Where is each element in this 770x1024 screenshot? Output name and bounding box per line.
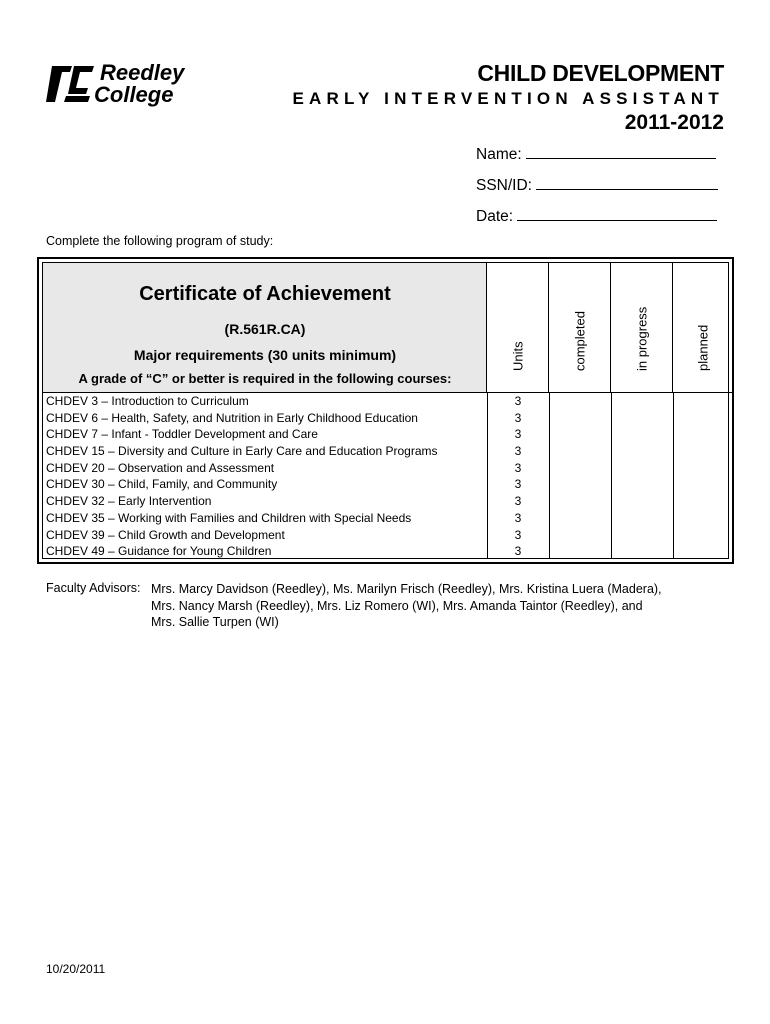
course-name: CHDEV 15 – Diversity and Culture in Early Care and Education Programs — [46, 444, 438, 459]
date-line[interactable] — [517, 206, 717, 221]
logo-mark-icon — [44, 58, 234, 108]
ssn-line[interactable] — [536, 175, 718, 190]
grade-note: A grade of “C” or better is required in the following courses: — [78, 371, 452, 386]
name-label: Name: — [476, 146, 522, 163]
column-completed: completed — [549, 263, 611, 393]
advisors-line: Mrs. Sallie Turpen (WI) — [151, 615, 279, 629]
academic-year: 2011-2012 — [624, 111, 724, 134]
table-row — [43, 510, 728, 527]
course-name: CHDEV 32 – Early Intervention — [46, 494, 212, 509]
major-requirements: Major requirements (30 units minimum) — [133, 347, 397, 363]
course-units: 3 — [514, 494, 522, 509]
footer-date: 10/20/2011 — [46, 962, 106, 976]
program-table — [37, 257, 734, 564]
date-field[interactable] — [476, 206, 717, 226]
course-list — [43, 393, 728, 560]
course-name: CHDEV 6 – Health, Safety, and Nutrition in Early Childhood Education — [46, 410, 418, 425]
table-row — [43, 410, 728, 427]
certificate-code: (R.561R.CA) — [224, 321, 306, 337]
table-row — [43, 476, 728, 493]
course-name: CHDEV 7 – Infant - Toddler Development and Care — [46, 427, 318, 442]
name-field[interactable] — [476, 144, 716, 164]
table-row — [43, 443, 728, 460]
page-title: CHILD DEVELOPMENT — [477, 60, 724, 86]
course-name: CHDEV 3 – Introduction to Curriculum — [46, 394, 249, 408]
instruction-text: Complete the following program of study: — [46, 234, 274, 248]
certificate-header — [43, 263, 487, 393]
certificate-title: Certificate of Achievement — [139, 283, 391, 305]
table-row — [43, 393, 728, 410]
date-label: Date: — [476, 208, 514, 225]
svg-text:Reedley: Reedley — [100, 60, 185, 85]
table-row — [43, 426, 728, 443]
advisors-line: Mrs. Marcy Davidson (Reedley), Ms. Marilyn Frisch (Reedley), Mrs. Kristina Luera (Madera), — [151, 582, 662, 596]
course-units: 3 — [514, 527, 522, 542]
advisors-label: Faculty Advisors: — [46, 581, 141, 595]
course-units: 3 — [514, 444, 522, 459]
advisors-line: Mrs. Nancy Marsh (Reedley), Mrs. Liz Romero (WI), Mrs. Amanda Taintor (Reedley), and — [151, 598, 643, 613]
name-line[interactable] — [526, 144, 716, 159]
ssn-field[interactable] — [476, 175, 718, 195]
advisors-list — [151, 581, 711, 631]
page-subtitle: EARLY INTERVENTION ASSISTANT — [292, 89, 724, 108]
course-units: 3 — [514, 427, 522, 442]
course-name: CHDEV 35 – Working with Families and Children with Special Needs — [46, 510, 412, 525]
course-name: CHDEV 39 – Child Growth and Development — [46, 527, 285, 542]
column-planned: planned — [673, 263, 732, 393]
course-units: 3 — [514, 544, 522, 559]
column-units: Units — [487, 263, 549, 393]
table-row — [43, 527, 728, 544]
table-row — [43, 493, 728, 510]
table-row — [43, 460, 728, 477]
course-units: 3 — [514, 410, 522, 425]
course-units: 3 — [514, 477, 522, 492]
course-units: 3 — [514, 394, 522, 408]
course-units: 3 — [514, 510, 522, 525]
course-units: 3 — [514, 460, 522, 475]
svg-text:College: College — [94, 82, 174, 107]
course-name: CHDEV 49 – Guidance for Young Children — [46, 544, 272, 559]
ssn-label: SSN/ID: — [476, 177, 532, 194]
column-in-progress: in progress — [611, 263, 673, 393]
reedley-college-logo — [44, 58, 234, 108]
course-name: CHDEV 30 – Child, Family, and Community — [46, 477, 278, 492]
course-name: CHDEV 20 – Observation and Assessment — [46, 460, 275, 475]
table-row — [43, 543, 728, 560]
